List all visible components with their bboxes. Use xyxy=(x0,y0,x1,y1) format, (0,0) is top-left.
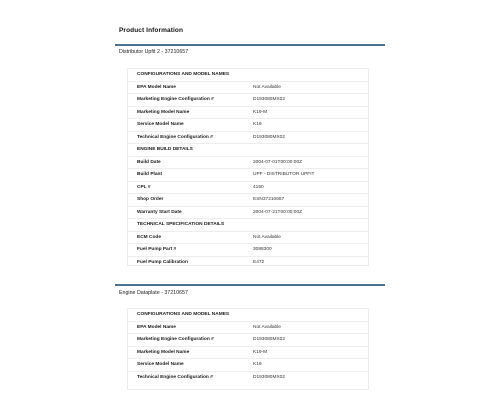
field-label: Service Model Name xyxy=(137,122,184,127)
table-row-marketing-engine-configuration xyxy=(128,334,368,347)
field-label: Build Date xyxy=(137,159,161,165)
group-header-technical-specification xyxy=(128,219,368,232)
table-row-technical-engine-configuration xyxy=(128,132,368,145)
details-table-distributor-upfit xyxy=(127,68,369,266)
field-label: Service Model Name xyxy=(137,362,184,367)
field-label: EPA Model Name xyxy=(137,84,176,90)
field-label: Marketing Engine Configuration # xyxy=(137,337,214,342)
table-row-build-date xyxy=(128,157,368,170)
table-row-epa-model-name xyxy=(128,82,368,95)
field-label: Marketing Engine Configuration # xyxy=(137,97,214,102)
field-value: 4150 xyxy=(253,184,264,190)
field-value: K19 xyxy=(253,362,262,367)
field-label: Technical Engine Configuration # xyxy=(137,374,213,380)
field-label: EPA Model Name xyxy=(137,324,176,330)
field-value: K19-M xyxy=(253,349,268,355)
table-row-fuel-pump-calibration xyxy=(128,257,368,269)
field-value: Not Available xyxy=(253,324,281,330)
group-header-label: ENGINE BUILD DETAILS xyxy=(137,147,193,152)
group-header-label: CONFIGURATIONS AND MODEL NAMES xyxy=(137,312,230,317)
field-value: D193080MX02 xyxy=(253,97,286,102)
group-header-configurations xyxy=(128,309,368,322)
field-value: K19 xyxy=(253,122,262,127)
field-label: Marketing Model Name xyxy=(137,109,190,115)
section-label-distributor-upfit: Distributor Upfit 2 - 37210657 xyxy=(119,49,189,55)
page-title: Product Information xyxy=(119,27,184,34)
field-value: D193080MX02 xyxy=(253,374,286,380)
field-label: CPL # xyxy=(137,184,151,190)
section-label-engine-dataplate: Engine Dataplate - 37210657 xyxy=(119,290,188,296)
table-row-marketing-model-name xyxy=(128,347,368,360)
field-value: E472 xyxy=(253,259,265,265)
table-row-ecm-code xyxy=(128,232,368,245)
field-label: Fuel Pump Calibration xyxy=(137,259,188,265)
group-header-engine-build-details xyxy=(128,144,368,157)
field-value: K19-M xyxy=(253,109,268,115)
table-row-epa-model-name xyxy=(128,322,368,335)
group-header-label: TECHNICAL SPECIFICATION DETAILS xyxy=(137,222,225,227)
field-value: Not Available xyxy=(253,84,281,90)
field-value: UPF - DISTRIBUTOR UPFIT xyxy=(253,172,315,177)
table-row-marketing-engine-configuration xyxy=(128,94,368,107)
table-row-service-model-name xyxy=(128,119,368,132)
field-label: Technical Engine Configuration # xyxy=(137,134,213,140)
table-row-cpl xyxy=(128,182,368,195)
group-header-configurations xyxy=(128,69,368,82)
field-value: 3088300 xyxy=(253,247,272,252)
field-label: Fuel Pump Part # xyxy=(137,247,177,252)
field-value: 2004-07-21T00:00:00Z xyxy=(253,209,303,215)
group-header-label: CONFIGURATIONS AND MODEL NAMES xyxy=(137,72,230,77)
field-value: 2004-07-01T00:00:00Z xyxy=(253,159,303,165)
section-divider xyxy=(115,44,385,46)
field-label: Warranty Start Date xyxy=(137,209,182,215)
field-value: Not Available xyxy=(253,234,281,240)
field-label: Build Plant xyxy=(137,172,163,177)
section-divider xyxy=(115,284,385,286)
field-label: Shop Order xyxy=(137,197,164,202)
field-value: D193080MX02 xyxy=(253,337,286,342)
field-value: ESN37210657 xyxy=(253,197,285,202)
table-row-shop-order xyxy=(128,194,368,207)
field-label: Marketing Model Name xyxy=(137,349,190,355)
table-row-build-plant xyxy=(128,169,368,182)
details-table-engine-dataplate xyxy=(127,308,369,390)
table-row-service-model-name xyxy=(128,359,368,372)
field-value: D193080MX02 xyxy=(253,134,286,140)
table-row-warranty-start-date xyxy=(128,207,368,220)
table-row-fuel-pump-part xyxy=(128,244,368,257)
field-label: ECM Code xyxy=(137,234,161,240)
table-row-marketing-model-name xyxy=(128,107,368,120)
table-row-technical-engine-configuration xyxy=(128,372,368,384)
